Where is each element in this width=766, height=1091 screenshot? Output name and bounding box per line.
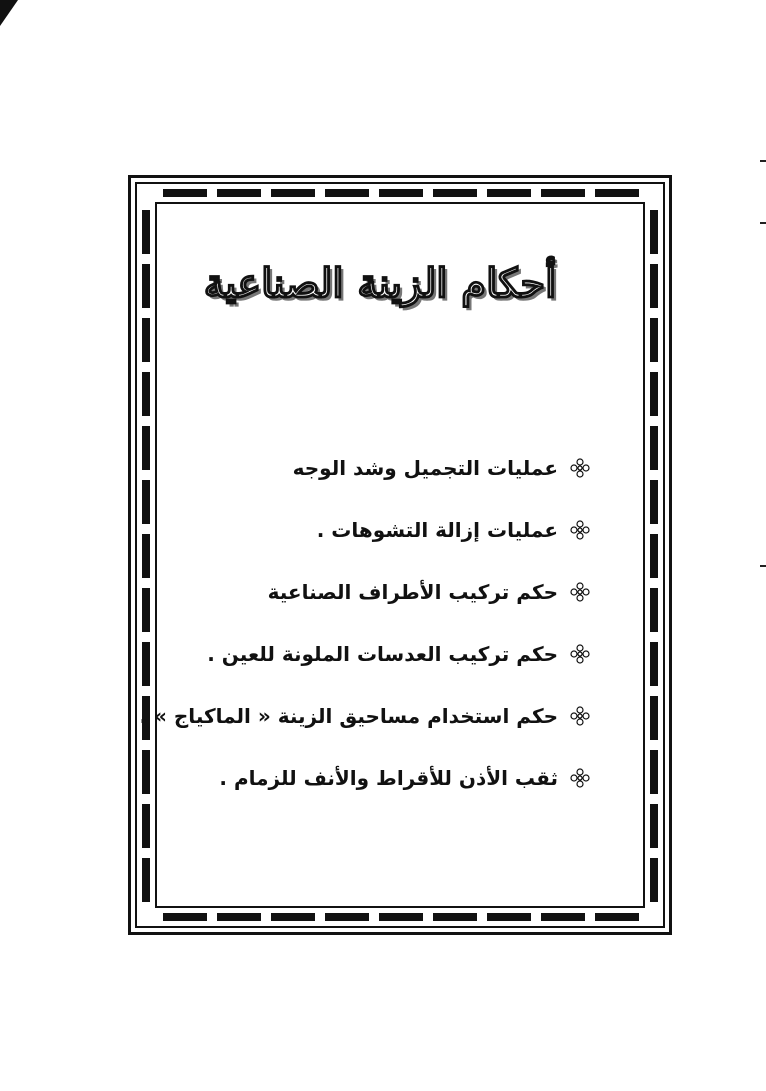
margin-tick <box>760 160 766 162</box>
frame-segment <box>271 913 315 921</box>
frame-segment <box>650 804 658 848</box>
frame-segment <box>142 804 150 848</box>
frame-segment <box>142 318 150 362</box>
frame-segment <box>650 642 658 686</box>
frame-segment <box>325 189 369 197</box>
frame-segment <box>541 913 585 921</box>
flower-ornament-icon <box>570 644 590 664</box>
frame-segment <box>142 534 150 578</box>
list-item-text: حكم تركيب العدسات الملونة للعين . <box>207 642 558 666</box>
flower-ornament-icon <box>570 768 590 788</box>
list-item <box>180 576 590 608</box>
frame-segment <box>142 588 150 632</box>
list-item-text: حكم استخدام مساحيق الزينة « الماكياج » . <box>139 704 558 728</box>
frame-segment <box>650 318 658 362</box>
list-item-text: عمليات التجميل وشد الوجه <box>292 456 558 480</box>
margin-tick <box>760 565 766 567</box>
list-item <box>180 762 590 794</box>
frame-segment <box>217 189 261 197</box>
frame-segment <box>433 913 477 921</box>
frame-segment <box>650 426 658 470</box>
topic-list <box>139 452 590 824</box>
list-item <box>180 452 590 484</box>
list-item-text: حكم تركيب الأطراف الصناعية <box>267 580 558 604</box>
frame-segment <box>487 913 531 921</box>
frame-segment <box>487 189 531 197</box>
frame-segment <box>142 858 150 902</box>
frame-segment <box>650 534 658 578</box>
list-item <box>180 514 590 546</box>
page-title: أحكام الزينة الصناعية <box>203 260 557 307</box>
flower-ornament-icon <box>570 458 590 478</box>
flower-ornament-icon <box>570 582 590 602</box>
list-item-text: ثقب الأذن للأقراط والأنف للزمام . <box>219 766 558 790</box>
corner-mark <box>0 0 18 26</box>
frame-segment <box>650 858 658 902</box>
list-item-text: عمليات إزالة التشوهات . <box>316 518 558 542</box>
flower-ornament-icon <box>570 520 590 540</box>
frame-segment <box>142 372 150 416</box>
frame-segment <box>142 426 150 470</box>
frame-segment <box>595 189 639 197</box>
frame-segment <box>142 210 150 254</box>
page-content <box>139 230 600 850</box>
frame-segment <box>650 480 658 524</box>
frame-segment <box>650 210 658 254</box>
frame-segment <box>325 913 369 921</box>
list-item <box>139 700 590 732</box>
frame-segment <box>142 480 150 524</box>
frame-segment <box>163 913 207 921</box>
frame-segment <box>650 696 658 740</box>
frame-segment <box>142 750 150 794</box>
frame-segment <box>650 588 658 632</box>
frame-segment <box>650 264 658 308</box>
list-item <box>180 638 590 670</box>
frame-segment <box>163 189 207 197</box>
frame-segment <box>379 913 423 921</box>
flower-ornament-icon <box>570 706 590 726</box>
frame-segment <box>650 372 658 416</box>
frame-segment <box>541 189 585 197</box>
frame-segment <box>271 189 315 197</box>
frame-segment <box>595 913 639 921</box>
frame-segment <box>142 264 150 308</box>
frame-segment <box>217 913 261 921</box>
frame-segment <box>433 189 477 197</box>
frame-segment <box>650 750 658 794</box>
margin-tick <box>760 222 766 224</box>
frame-segment <box>379 189 423 197</box>
frame-segment <box>142 642 150 686</box>
